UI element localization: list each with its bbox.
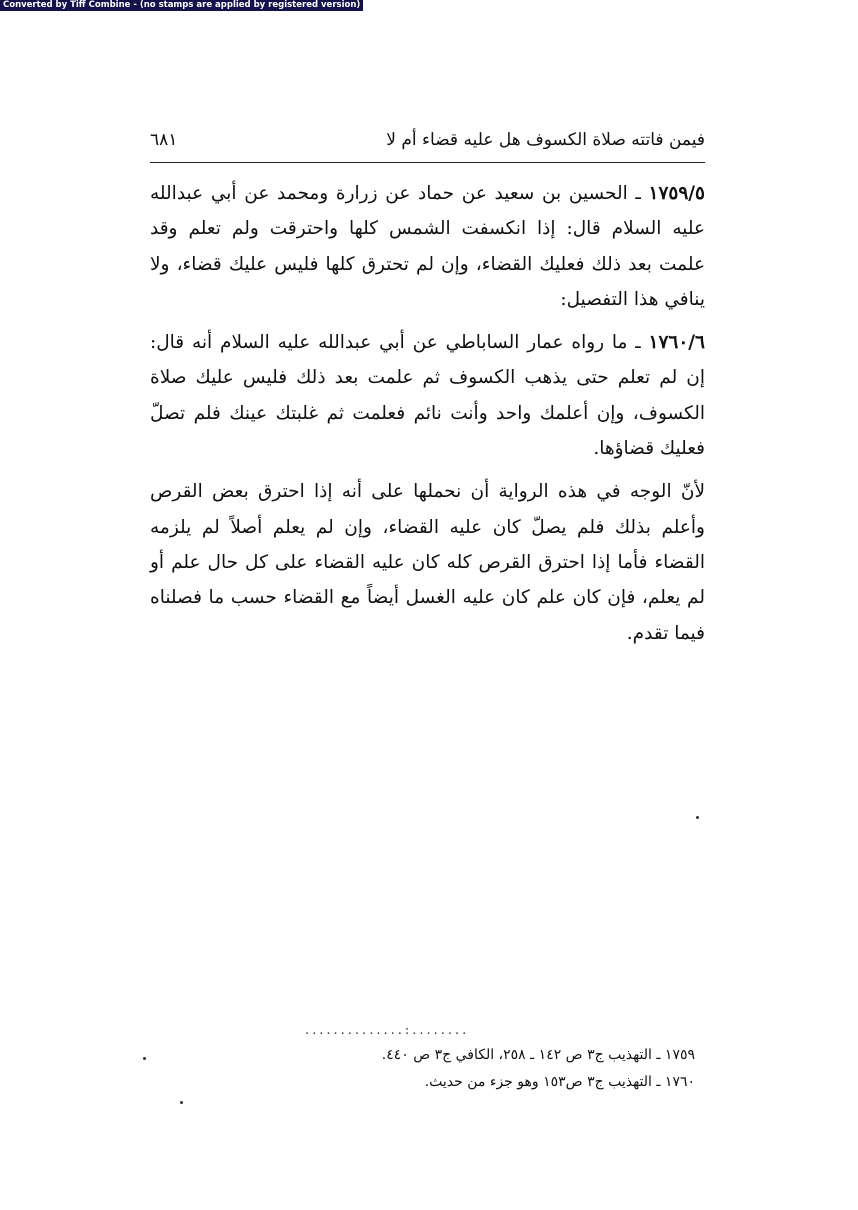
scan-speck [180, 1101, 183, 1104]
scan-speck [143, 1057, 146, 1060]
scan-speck [696, 816, 699, 819]
converter-banner: Converted by Tiff Combine - (no stamps are applied by registered version) [0, 0, 363, 11]
footnote-separator: ..............:........ [305, 1023, 470, 1038]
footnote-1760: ١٧٦٠ ـ التهذيب ج٣ ص١٥٣ وهو جزء من حديث. [424, 1074, 695, 1090]
footnotes [305, 1024, 695, 1096]
paragraph-text: ـ الحسين بن سعيد عن حماد عن زرارة ومحمد عن أبي عبدالله عليه السلام قال: إذا انكسفت الشمس كلها واحترقت ولم تعلم وقد علمت بعد ذلك فعليك القضاء، وإن لم تحترق كلها فليس عليك قضاء، ولا ينافي هذا التفصيل: [150, 183, 705, 310]
paragraph-commentary [150, 474, 705, 650]
hadith-number: ١٧٥٩/٥ [648, 183, 705, 204]
running-title: فيمن فاتته صلاة الكسوف هل عليه قضاء أم لا [386, 130, 705, 150]
footnote-1759: ١٧٥٩ ـ التهذيب ج٣ ص ١٤٢ ـ ٢٥٨، الكافي ج٣ ص ٤٤٠. [381, 1047, 695, 1063]
hadith-number: ١٧٦٠/٦ [648, 332, 705, 354]
paragraph-hadith-1760 [150, 325, 705, 466]
main-text [150, 176, 705, 651]
paragraph-hadith-1759 [150, 176, 705, 317]
paragraph-text: ـ ما رواه عمار الساباطي عن أبي عبدالله عليه السلام أنه قال: إن لم تعلم حتى يذهب الكسوف ثم علمت بعد ذلك فليس عليك صلاة الكسوف، وإن أعلمك واحد وأنت نائم فعلمت ثم غلبتك عينك فلم تصلّ فعليك قضاؤها. [150, 332, 705, 460]
paragraph-text: لأنّ الوجه في هذه الرواية أن نحملها على أنه إذا احترق بعض القرص وأعلم بذلك فلم يصلّ كان عليه القضاء، وإن لم يعلم أصلاً لم يلزمه القضاء فأما إذا احترق القرص كله كان عليه القضاء على كل حال علم أو لم يعلم، فإن كان علم كان عليه الغسل أيضاً مع القضاء حسب ما فصلناه فيما تقدم. [150, 481, 705, 644]
page-header [150, 128, 705, 163]
page-number: ٦٨١ [150, 130, 178, 150]
